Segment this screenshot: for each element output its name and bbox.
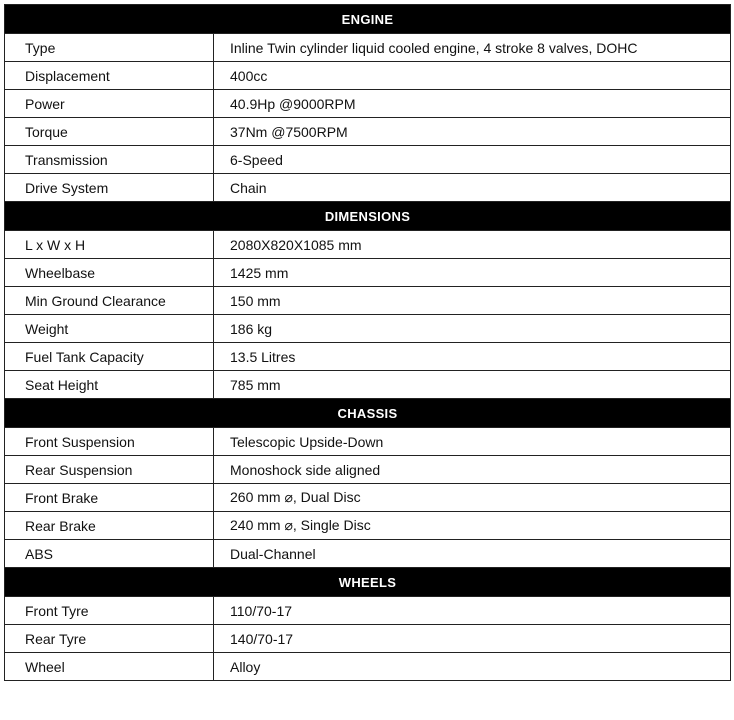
- spec-table-body: [5, 5, 731, 681]
- spec-row: [5, 540, 731, 568]
- spec-value: 400cc: [214, 62, 731, 90]
- spec-label: Front Tyre: [5, 597, 214, 625]
- spec-value: 6-Speed: [214, 146, 731, 174]
- spec-label: Seat Height: [5, 371, 214, 399]
- spec-value: 186 kg: [214, 315, 731, 343]
- spec-row: [5, 484, 731, 512]
- spec-value: Chain: [214, 174, 731, 202]
- spec-row: [5, 315, 731, 343]
- spec-label: L x W x H: [5, 231, 214, 259]
- spec-label: Rear Brake: [5, 512, 214, 540]
- spec-label: Rear Tyre: [5, 625, 214, 653]
- spec-row: [5, 146, 731, 174]
- spec-row: [5, 90, 731, 118]
- spec-label: Drive System: [5, 174, 214, 202]
- spec-value: 260 mm ⌀, Dual Disc: [214, 484, 731, 512]
- spec-row: [5, 428, 731, 456]
- section-title: DIMENSIONS: [5, 202, 731, 231]
- spec-label: Displacement: [5, 62, 214, 90]
- section-title: CHASSIS: [5, 399, 731, 428]
- spec-row: [5, 34, 731, 62]
- spec-value: 785 mm: [214, 371, 731, 399]
- section-header-chassis: [5, 399, 731, 428]
- section-header-engine: [5, 5, 731, 34]
- spec-row: [5, 343, 731, 371]
- spec-value: Alloy: [214, 653, 731, 681]
- spec-row: [5, 62, 731, 90]
- spec-label: Front Brake: [5, 484, 214, 512]
- spec-value: Dual-Channel: [214, 540, 731, 568]
- spec-value: 1425 mm: [214, 259, 731, 287]
- spec-row: [5, 653, 731, 681]
- spec-row: [5, 231, 731, 259]
- spec-value: Inline Twin cylinder liquid cooled engine, 4 stroke 8 valves, DOHC: [214, 34, 731, 62]
- spec-row: [5, 287, 731, 315]
- section-header-dimensions: [5, 202, 731, 231]
- spec-row: [5, 259, 731, 287]
- spec-value: 110/70-17: [214, 597, 731, 625]
- spec-row: [5, 118, 731, 146]
- spec-row: [5, 371, 731, 399]
- spec-label: Type: [5, 34, 214, 62]
- spec-label: Front Suspension: [5, 428, 214, 456]
- section-title: ENGINE: [5, 5, 731, 34]
- spec-value: 2080X820X1085 mm: [214, 231, 731, 259]
- spec-row: [5, 625, 731, 653]
- spec-label: Wheelbase: [5, 259, 214, 287]
- spec-row: [5, 597, 731, 625]
- spec-value: Telescopic Upside-Down: [214, 428, 731, 456]
- spec-label: Weight: [5, 315, 214, 343]
- spec-label: Power: [5, 90, 214, 118]
- spec-value: 240 mm ⌀, Single Disc: [214, 512, 731, 540]
- spec-label: Torque: [5, 118, 214, 146]
- spec-label: Min Ground Clearance: [5, 287, 214, 315]
- spec-row: [5, 174, 731, 202]
- spec-label: Transmission: [5, 146, 214, 174]
- spec-label: Fuel Tank Capacity: [5, 343, 214, 371]
- spec-row: [5, 512, 731, 540]
- spec-value: 140/70-17: [214, 625, 731, 653]
- spec-value: Monoshock side aligned: [214, 456, 731, 484]
- spec-value: 13.5 Litres: [214, 343, 731, 371]
- spec-row: [5, 456, 731, 484]
- section-header-wheels: [5, 568, 731, 597]
- spec-value: 150 mm: [214, 287, 731, 315]
- spec-table: [4, 4, 731, 681]
- spec-label: Wheel: [5, 653, 214, 681]
- spec-value: 40.9Hp @9000RPM: [214, 90, 731, 118]
- spec-label: Rear Suspension: [5, 456, 214, 484]
- section-title: WHEELS: [5, 568, 731, 597]
- spec-value: 37Nm @7500RPM: [214, 118, 731, 146]
- spec-label: ABS: [5, 540, 214, 568]
